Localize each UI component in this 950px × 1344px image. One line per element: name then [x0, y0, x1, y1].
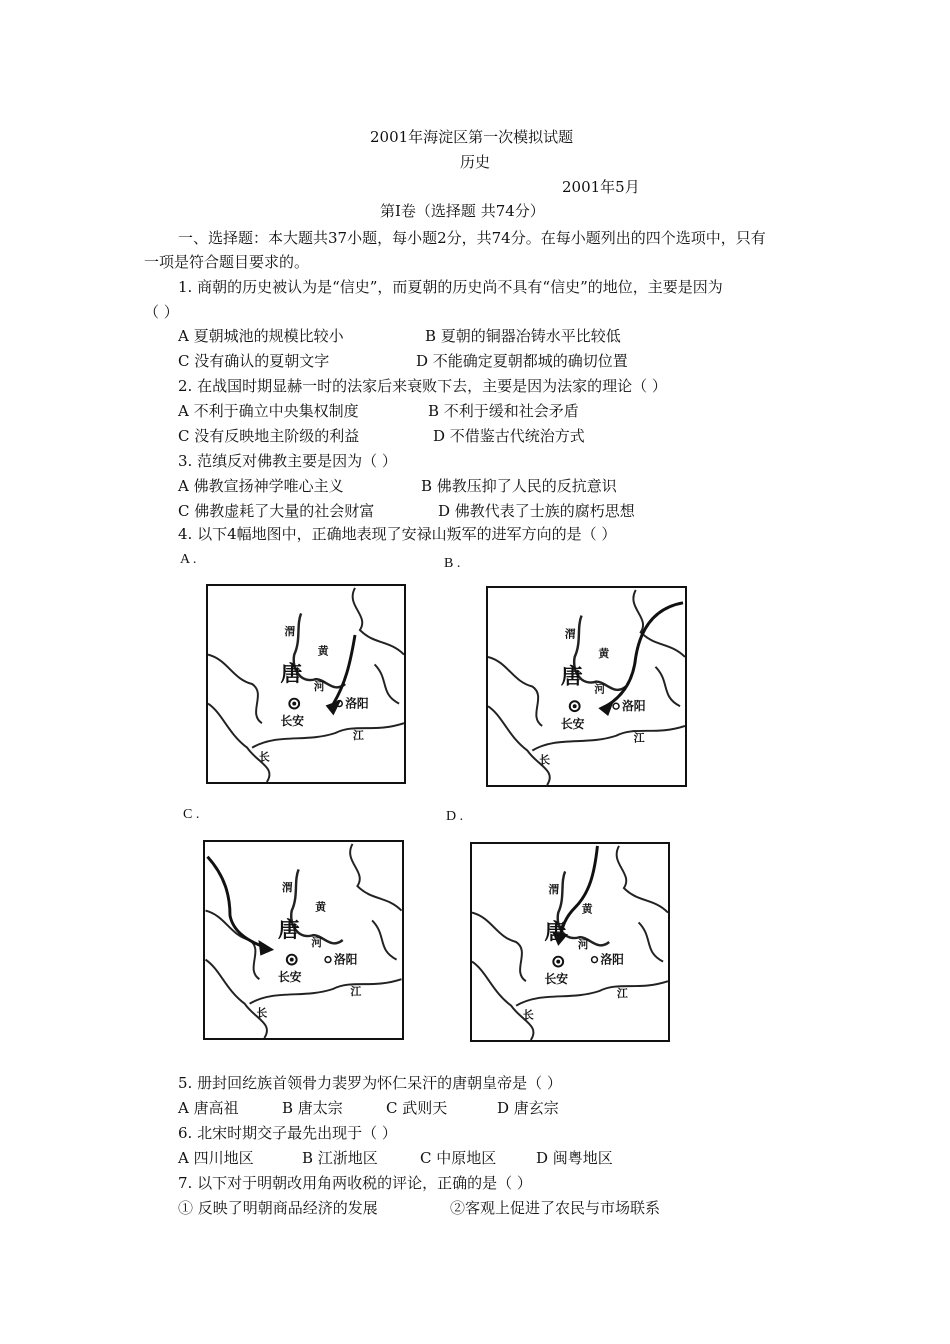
map-text-jiang: 江 — [350, 984, 362, 998]
map-b[interactable] — [486, 586, 687, 787]
map-text-huang: 黄 — [581, 902, 593, 916]
question-3-option-b: B 佛教压抑了人民的反抗意识 — [421, 477, 617, 495]
question-5-option-d: D 唐玄宗 — [497, 1099, 559, 1117]
coastline — [208, 588, 404, 782]
question-1-option-b: B 夏朝的铜器冶铸水平比较低 — [425, 327, 621, 345]
map-text-huang: 黄 — [315, 900, 327, 914]
question-6-stem: 6. 北宋时期交子最先出现于（ ） — [178, 1124, 397, 1142]
exam-title: 2001年海淀区第一次模拟试题 — [370, 128, 574, 146]
instructions-line-1: 一、选择题：本大题共37小题，每小题2分，共74分。在每小题列出的四个选项中，只有 — [178, 229, 766, 247]
map-text-wei: 渭 — [284, 625, 296, 638]
exam-subject: 历史 — [460, 153, 491, 171]
luoyang-marker — [592, 957, 598, 963]
question-6-option-d: D 闽粤地区 — [536, 1149, 613, 1167]
arrow-head — [598, 700, 614, 716]
question-5-option-c: C 武则天 — [386, 1099, 448, 1117]
coastline — [472, 846, 668, 1040]
map-d[interactable] — [470, 842, 670, 1042]
arrow-head — [258, 940, 274, 956]
question-1-option-c: C 没有确认的夏朝文字 — [178, 352, 330, 370]
question-6-option-c: C 中原地区 — [420, 1149, 497, 1167]
map-text-huang: 黄 — [598, 646, 610, 660]
question-3-stem: 3. 范缜反对佛教主要是因为（ ） — [178, 452, 397, 470]
map-c-label: C . — [183, 807, 200, 822]
map-text-luoyang: 洛阳 — [621, 699, 646, 714]
march-arrow — [333, 635, 355, 704]
map-text-huang: 黄 — [317, 644, 329, 658]
map-text-luoyang: 洛阳 — [345, 696, 369, 711]
map-a[interactable] — [206, 584, 406, 784]
map-c[interactable] — [203, 840, 404, 1040]
map-text-luoyang: 洛阳 — [333, 952, 358, 967]
map-text-changan: 长安 — [278, 970, 302, 985]
map-text-tang: 唐 — [544, 920, 567, 946]
map-text-he: 河 — [594, 682, 606, 696]
coastline — [488, 590, 685, 785]
question-2-stem: 2. 在战国时期显赫一时的法家后来衰败下去，主要是因为法家的理论（ ） — [178, 377, 667, 395]
question-1-option-a: A 夏朝城池的规模比较小 — [178, 327, 344, 345]
question-4-stem: 4. 以下4幅地图中，正确地表现了安禄山叛军的进军方向的是（ ） — [178, 525, 617, 543]
question-2-option-c: C 没有反映地主阶级的利益 — [178, 427, 360, 445]
map-text-he: 河 — [313, 679, 325, 693]
question-6-option-a: A 四川地区 — [178, 1149, 254, 1167]
question-2-option-b: B 不利于缓和社会矛盾 — [428, 402, 579, 420]
map-d-label: D . — [446, 809, 464, 824]
instructions-line-2: 一项是符合题目要求的。 — [144, 253, 310, 271]
map-b-label: B . — [444, 556, 461, 571]
map-text-chang: 长 — [522, 1008, 534, 1022]
map-text-he: 河 — [577, 937, 589, 951]
question-6-option-b: B 江浙地区 — [302, 1149, 378, 1167]
question-2-option-a: A 不利于确立中央集权制度 — [178, 402, 359, 420]
map-text-jiang: 江 — [633, 731, 645, 745]
map-text-luoyang: 洛阳 — [600, 952, 624, 967]
yangtze-river — [250, 979, 402, 1004]
question-3-option-c: C 佛教虚耗了大量的社会财富 — [178, 502, 375, 520]
exam-date: 2001年5月 — [562, 178, 640, 196]
map-a-label: A . — [180, 552, 197, 567]
map-text-wei: 渭 — [548, 883, 560, 896]
question-3-option-a: A 佛教宣扬神学唯心主义 — [178, 477, 344, 495]
map-text-he: 河 — [311, 935, 323, 949]
question-7-option-1: ① 反映了明朝商品经济的发展 — [178, 1199, 378, 1217]
question-1-stem-cont: （ ） — [144, 303, 179, 321]
map-text-tang: 唐 — [560, 664, 583, 690]
yangtze-river — [532, 726, 685, 751]
question-3-option-d: D 佛教代表了士族的腐朽思想 — [438, 502, 635, 520]
map-text-tang: 唐 — [280, 662, 303, 688]
question-1-option-d: D 不能确定夏朝都城的确切位置 — [416, 352, 628, 370]
map-text-jiang: 江 — [353, 728, 364, 742]
luoyang-marker — [613, 703, 619, 709]
map-text-changan: 长安 — [560, 716, 585, 731]
map-text-chang: 长 — [256, 1006, 268, 1020]
question-7-option-2: ②客观上促进了农民与市场联系 — [450, 1199, 661, 1217]
yangtze-river — [252, 723, 404, 748]
coastline — [206, 844, 402, 1038]
map-text-chang: 长 — [258, 750, 270, 764]
map-text-wei: 渭 — [564, 627, 576, 641]
question-7-stem: 7. 以下对于明朝改用角两收税的评论，正确的是（ ） — [178, 1174, 532, 1192]
map-text-changan: 长安 — [544, 972, 569, 987]
map-text-jiang: 江 — [617, 986, 628, 1000]
map-text-chang: 长 — [539, 753, 551, 767]
question-5-option-a: A 唐高祖 — [178, 1099, 239, 1117]
question-5-option-b: B 唐太宗 — [282, 1099, 343, 1117]
map-text-changan: 长安 — [280, 714, 305, 729]
map-text-wei: 渭 — [281, 881, 293, 894]
yangtze-river — [516, 981, 668, 1006]
map-text-tang: 唐 — [278, 918, 300, 944]
question-2-option-d: D 不借鉴古代统治方式 — [433, 427, 585, 445]
question-5-stem: 5. 册封回纥族首领骨力裴罗为怀仁呆汗的唐朝皇帝是（ ） — [178, 1074, 562, 1092]
luoyang-marker — [325, 957, 331, 963]
section-title: 第I卷（选择题 共74分） — [380, 202, 545, 220]
question-1-stem: 1. 商朝的历史被认为是“信史”，而夏朝的历史尚不具有“信史”的地位，主要是因为 — [178, 278, 723, 296]
